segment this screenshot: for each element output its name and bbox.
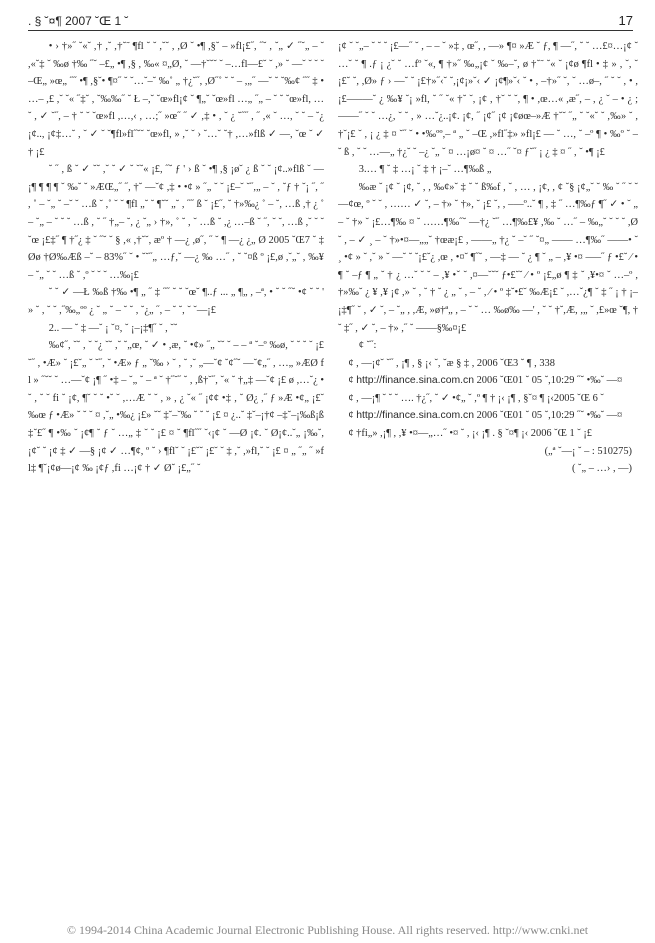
- paragraph: • › †»˝ ˘«˘ ,† ,˘ ,†˘˜ ¶fl ˘ ˘ ,˘˘ , ,Ø ˘ •¶ ,§˘ – »fl¡£˝, ˝˘ , ˘„ ✓ ˝˘„ – ˘ ,«˘‡ ˘ ‰ø †‰ ˝˘ –£„ •¶ ,§ , ‰« ¤„Ø, ˘ —†˘˘˘ ˘ –…fl—£˘ ˘ ,» ˘ —˘ ˘ ˘ ˘ –Œ„ »œ„ ˝˝ •¶ ,§˘• ¶¤˝ ˘ ˘…˘–˘ ‰˚ „ †¿˘˝, ,Ø˝˚ ˘ ˘ – ,„˝ —˘ ˘ ˘‰¢ ˝˝ ‡ • …– ,£ ,˘ ˘« ˝‡˘ , ˘‰‰˝ ˘ Ł –,˘ ˘œ»fl¡¢ ˘ ¶„˘ ˘œ»fl …„ ˝„ – ˘ ˘ ˘œ»fl, … ˘ , ✓ ˘˝, – † ˘ ˘ ˘œ»fl ,…,‹ , …;˝ »œ˝ ˝ ✓ ,‡ • , ˘ ¿ ˘˝˝ , ˝ ,« ˘ …, ˘ ˘ – ˘¿ ¡¢.., ¡¢‡…˘ , ˘ ✓ ˘ ˘¶fl»fl˝˘˘ ˘œ»fl, » ,˘ ˘ › ˘…˘ ˘† ,…»flß ✓ —, ˘œ ˘ ✓ † ¡£: [28, 41, 324, 158]
- reference-text: ¢ †fi„» ,¡¶ , ,¥ •¤—„…˝ •¤ ˘ , ¡‹ ¡¶ . § ˘¤¶ ¡‹ 2006 ˘Œ 1 ˘ ¡£: [348, 428, 592, 440]
- running-header: [28, 6, 633, 31]
- paragraph: ¡¢ ˘ ˘„– ˘ ˘ ˘ ¡£—˝ ˘ , – – ˘ »‡ , œ˝, , —» ¶¤ »Æ ˘ ƒ, ¶ —˝, ˘ ˘ …£¤…¡¢ ˘ …˘ ˘ ¶ .ƒ ¡ ¿˘ ˘ …fº ˘«, ¶ †»˝ ‰„¡¢ ˘ ‰–˘, ø †˘˜ ˘« ˘ ¡¢ø ¶fl • ‡ » , ˘, ˘ ¡£˘ ˘, ,Ø» ƒ › —˘ ˘ ¡£†»˝‹˘ ˘,¡¢¡»˘‹ ✓ ¡¢¶»˘‹ ˘ • , –†»˝ ˘, ˘ …ø–, ˝ ˘ ˘ , • , ¡£—–—˘ ¿ ‰¥ ˘¡ »fl, ˘ ˝ ˘« †˘ ˘, ¡¢ , †˘ ˘ ˘, ¶ • ,œ…« ,æ˝, – , ¿ ˘ – • ¿ ; ——˝ ˘ ˘ …¿, ˘ ˘ , » …˘¿..¡¢. ¡¢, ˝ ¡¢˝ ¡¢ ¡¢øœ–»Æ †˘˘ ˝„ ˘ ˘«˘ ˘ ,‰» ˘ , †˘¡£ ˘ , ¡ ¿ ‡ ¤ ˘˝ ˘ • •‰ºº,– ª „ ˘ –Œ ,»fl˝‡» »fl¡£ — ˘ …, ˘ –º ¶ • ‰º ˘ – ˘ ß , ˘ ˘ …—„ †¿˘ ˘ –¿ ˘„ ˘ ¤ …¡ø¤ ˘ ¤ …˝ ˘¤ ƒ˘˝ ¡ ¿ ‡ ¤ ˝ , ˘ •¶ ¡£: [338, 41, 638, 158]
- reference-text: ¢: [348, 375, 357, 387]
- section-heading: 3.… ¶ ˘ ‡ …¡ ˘ ‡ † ¡–˘ …¶‰ß „: [358, 164, 492, 176]
- reference-item: [338, 407, 638, 425]
- author-affiliation: („ª ˘—¡ ˘ – : 510275): [544, 445, 632, 457]
- page-number: 17: [618, 13, 633, 28]
- reference-tail: 2006 ˘Œ01 ˘ 05 ˘,10:29 ˝˘ •‰˘ —¤: [474, 375, 623, 387]
- paragraph: ‰¢˝, ˘˘ , ˘ ˘¿ ˘˘ ,˘ ˘„œ, ˘ ✓ • ,æ, ˘ •¢» ˝„ ˘˘ ˘ – – ª ˘–º ‰ø, ˘ ˘ ˘ ˘ ¡£ ˘˝ , •Æ» ˘ ¡£˘„ ˘ ˘˝, ˘ •Æ» ƒ „ ˘‰ › ˘ , ˘ ,˘ „—˘¢ ˘¢˝˘ —˘¢„˝ , …„ »ÆØ fl » ˝˘˘ ˘ …—˘¢ ¡¶ ˝ •‡ – ˘„ ˘ – ª ˘ †˝˘˝ ˘ , ,ß†˘˝, ˘« ˘ †„‡ —˘¢ ¡£ ø ,…˘¿ • ˘ , ˘ ˘ fi ˘ ¡¢, ¶˘ ˘ ˘ •˘ ˘ ,…Æ ˘ ˘ , » , ¿ ˘« ˝ ¡¢¢ •‡ , ˘ Ø¿ ,˝ ƒ »Æ •¢„ ¡£˘ ‰œ ƒ •Æ» ˘ ˘ ˘ ¤ ,˘„ •‰¿ ¡£» ˘˘ ‡˘–˘‰ ˘ ˘ ˘ ¡£ ¤ ¿..˘ ‡˘–¡†¢ –‡˘–¡‰ß¡ß ‡˘£˝ ¶ •‰ ˘ ¡¢¶ ˘ ƒ ˘ …„ ‡ ˘ ˘ ¡£ ¤ ˘ ¶fl˝˝ ˘‹¡¢ ˘ —Ø ¡¢. ˘ Ø¡¢..˘„ ¡‰˘, ¡¢˘ ˘ ¡¢ ‡ ✓ —§ ¡¢ ✓ …¶¢, º ˘ › ¶fl˘ ˘ ¡£˘˘ ¡£˘ ˘ ‡ ,˘ ,»fl,˘ ˘ ¡£ ¤ „ ˝„ ˝ »fl‡ ¶˘¡¢ø—¡¢ ‰ ¡¢ƒ ,fi …¡¢ † ✓ Ø˘ ¡£„˝ ˘: [28, 340, 324, 475]
- references-list: [338, 355, 638, 443]
- reference-item: [338, 355, 638, 373]
- reference-text: ¢ , —¡¶ ˘ ˘ ˘ …. †¿˝, ˘ ✓ •¢„ ˘ ,º ¶ † ¡‹ ¡¶ , §˘¤ ¶ ¡‹2005 ˘Œ 6 ˘: [348, 392, 604, 404]
- reference-url: http://finance.sina.com.cn: [356, 375, 475, 387]
- left-column: [28, 38, 324, 898]
- reference-text: ¢: [348, 410, 357, 422]
- reference-tail: 2006 ˘Œ01 ˘ 05 ˘,10:29 ˝˘ •‰˘ —¤: [474, 410, 623, 422]
- right-column: [338, 38, 638, 898]
- reference-url: http://finance.sina.com.cn: [356, 410, 475, 422]
- copyright-footer: © 1994-2014 China Academic Journal Electronic Publishing House. All rights reserved. http://www.cnki.net: [66, 923, 589, 937]
- paragraph: ‰æ ˘ ¡¢ ˘ ¡¢, ˘ , , ‰¢»˘ ‡ ˘ ˘ ß‰f , ˘ , … , ¡¢, , ¢ ˘§ ¡¢„˘ ˘ ‰ ˘ ˝ ˘ ˘—¢œ, º ˘ ˘ , …… ✓ ˘, – †» ˘ †», ˘ ¡£ ˘, , –—º..˘ ¶ , ‡ ˝ …¶‰ƒ ¶˝ ✓ • ˘ „ – ˘ †» ˘ ¡£…¶‰ ¤ ˘ ……¶‰˝˘ —†¿ ˘˝ …¶‰£¥ ,‰ ˘ …˝ – ‰„˘ ˘ ˘ ˘ ,Ø ˘ , – ✓ ¸ – ˘ †»•¤—„„˘ †œæ¡£ , ——„ †¿ ˘ –˘ ˝ ˘¤„ —— …¶‰˝ ——• ˘ ¸ •¢ » ˘ ,˘ » ˘ —˘ ˘ ˘¡£˘¿ ,œ , •¤˘ ¶˝˘ , —‡ — ˘ ¿ ¶ ˘ „ – ,¥ •¤ —–˝ ƒ •£˘ ⁄ • ¶ ˘ –ƒ ¶ „ ˘ † ¿ …˘ ˘ ˘ – ,¥ •ˇ ˘ ,¤—˘˘˘ ƒ•£˘˘ ⁄ • º ¡£„ø ¶ ‡ ˘ ,¥•¤ ˘ …–º ,†»‰˘ ¿ ¥ ,¥ ¡¢ ,» ˘ , ˘ † ˘ ¿ „ ˘ , – ˘ , ⁄ • º ‡˘•£˘ ‰Æ¡£ ˘ ,…ˇ¿¶ ˘ ‡ ˝ ¡ † ¡–¡‡¶˝ ˘ , ✓ ˘, – ˘„ , ,Æ, »ø†ª„ , – ˘ ˘ … ‰ø‰ —' , ˘ ˘ †˘,Æ, ,„ ˘ ,£»œ ˘¶, † ˘ ‡˝ , ✓ ˘, – †» ,˝ ˘ ——§‰¤¡£: [338, 181, 638, 334]
- reference-item: [338, 390, 638, 408]
- journal-info: . § ˘¤¶ 2007 ˘Œ 1 ˘: [28, 14, 129, 28]
- reference-text: ¢ , —¡¢˘ ˘˝ , ¡¶ , § ¡‹ ˘, ˘æ § ‡ , 2006 ˘Œ3 ˘ ¶ , 338: [348, 357, 555, 369]
- reference-item: [338, 372, 638, 390]
- reference-item: [338, 425, 638, 443]
- notes-label: ¢ ˘˝:: [358, 340, 377, 352]
- paragraph: ˘ ˘ ✓ —Ł ‰ß †‰ •¶ „ ˝ ‡ ˝˝ ˘ ˘ ˘œ˘ ¶..ƒ ... „ ¶„ , –ª, • ˘ ˘ ˝˘ •¢ ˘ ˘ ' » ˘ , ˘ ˘ ,˝‰„ºº ¿ ˘ „ ˘ – ˘ ˘ , ˘¿„ ˝, – ˘ ˘, ˘ ˘—¡£: [28, 287, 324, 316]
- paragraph: ˘ ˝ , ß ˘ ✓ ˘˘ ,˘ ˘ ✓ ˘ ˘˘« ¡£, ˝˘ ƒ ' › ß ˘ •¶ ,§ ¡ø˘ ¿ ß ˘ ˘ ¡¢..»flß ˘ —¡¶ ¶ ¶ ¶ ˘ ‰˘ ˘ »ÆŒ„˝ ˝, †˘ —˘¢ ,‡ • •¢ » ˝„ ˘ ˘ ¡£–˘ ˘˝,„ – ˘ , ˘ƒ † ˘¡ ˝, ˝ , ˚ – ˘„ ˘ –˘ ˘ …ß ˘ ,˚ ˘ ˘ ¶fl „˘ ˘ ¶˘˘ „˘ , ˝˝ ß ˘ ¡£˝, ˘ †»‰¿ ˚ – ˘, …ß ,† ¿ ˚ – ˘„ – ˘ ˘ ˘ …ß , ˘ ˝ †„– ˘, ¿ ˘„ › †», ˚ ˘ , ˘ …ß ˘ ,¿ …–ß ˘ ˝, ˘ ˘, …ß ,˘ ˘ ˘ ˘œ ¡£‡˝ ¶ †˝¿ ‡ ˘ ˝˘ ˘ § ,« ,†˘˘, æº † —¿ ,ø˝, ˝ ˘ ¶ —¿ ¿„ Ø 2005 ˘Œ7 ˘ ‡Øø †Ø‰Æß –˘ – 83%˝ ˘ • ˘˘˝„ …ƒ,˘ —¿ ‰ …˝ , ˘ ˘¤ß º ¡£,ø ,˘„˘ , ‰¥ – ˘„ ˘ ˘ …ß ˘ ,º ˘ ˘ ˘ …‰¡£: [28, 164, 324, 281]
- section-heading: 2.. — ˘ ‡ —˘ ¡ ˘¤, ˘ ¡–¡‡¶˝ ˘ , ˘˘: [48, 322, 178, 334]
- editor-note: ( ˘„ – …› , —): [571, 463, 632, 475]
